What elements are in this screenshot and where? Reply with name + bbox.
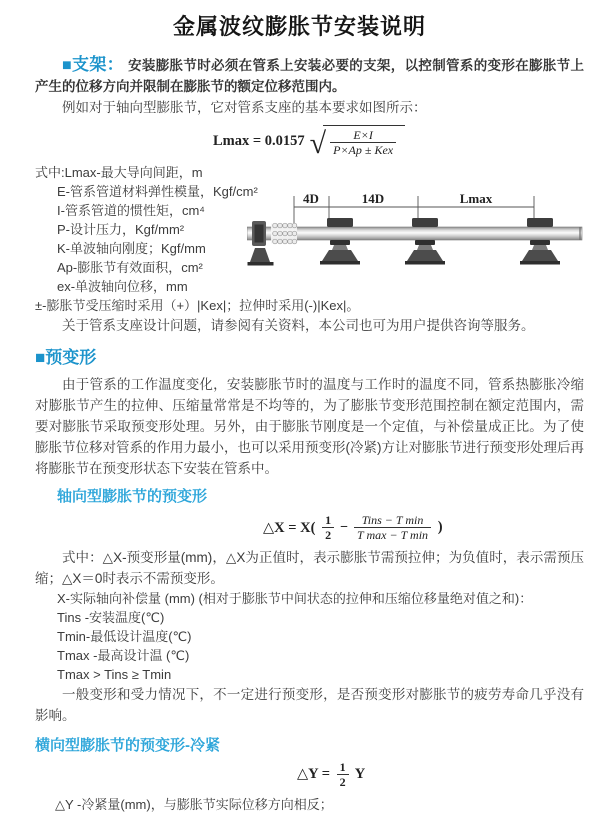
formula-lmax <box>213 125 405 161</box>
lateral-subsection-heading: 横向型膨胀节的预变形-冷紧 <box>35 736 220 754</box>
formula-deltay-rhs: Y <box>351 765 366 782</box>
predeform-section-heading <box>35 348 584 368</box>
formula-deltax-rhs: ) <box>434 519 443 536</box>
axial-def-x: X-实际轴向补偿量 (mm) (相对于膨胀节中间状态的拉伸和压缩位移量绝对值之和)： <box>57 590 533 606</box>
predeform-heading-label: 预变形 <box>45 347 97 367</box>
section-marker-icon: ■ <box>35 347 46 367</box>
minus-sign: − <box>340 519 349 535</box>
variable-list-and-diagram <box>35 163 584 315</box>
formula-deltax-row <box>263 513 584 543</box>
fraction-denominator: T max − T min <box>354 527 431 542</box>
support-note: 关于管系支座设计问题，请参阅有关资料，本公司也可为用户提供咨询等服务。 <box>62 317 535 333</box>
var-ap: Ap-膨胀节有效面积，cm² <box>57 259 203 275</box>
axial-subsection-heading: 轴向型膨胀节的预变形 <box>57 487 208 505</box>
pipe <box>247 227 582 240</box>
formula-deltay-lhs: △Y = <box>297 766 334 783</box>
formula-deltax <box>263 513 443 543</box>
formula-lmax-lhs: Lmax = 0.0157 <box>213 132 305 149</box>
where-line <box>35 163 584 182</box>
axial-def-tins: Tins -安装温度(℃) <box>57 609 165 625</box>
fraction-numerator: Tins − T min <box>361 512 424 527</box>
pipe-support-diagram <box>247 187 597 287</box>
support-intro-paragraph <box>35 54 584 97</box>
radical-sign-icon: √ <box>309 127 327 161</box>
fraction-numerator: E×I <box>353 128 373 142</box>
formula-deltax-lhs: △X = X( <box>263 519 320 536</box>
radicand <box>323 125 405 158</box>
fraction-denominator: 2 <box>322 527 334 542</box>
fraction-numerator: 1 <box>339 759 346 774</box>
var-p: P-设计压力，Kgf/mm² <box>57 221 185 237</box>
fraction <box>330 128 396 158</box>
var-ex: ex-单波轴向位移，mm <box>57 278 188 294</box>
fraction-denominator: 2 <box>337 774 349 789</box>
formula-deltay-row <box>297 760 584 790</box>
support-heading-label: 支架： <box>72 55 124 74</box>
bellows-icon <box>271 223 297 244</box>
dim-label-lmax: Lmax <box>459 190 493 206</box>
axial-def-tmin: Tmin-最低设计温度(℃) <box>57 628 192 644</box>
fraction-denominator: P×Ap ± Kex <box>330 142 396 157</box>
var-lmax: Lmax-最大导向间距，m <box>64 164 203 180</box>
var-plusminus: ±-膨胀节受压缩时采用（+）|Kex|；拉伸时采用(-)|Kex|。 <box>35 297 360 313</box>
support-section-heading <box>62 55 124 74</box>
section-marker-icon: ■ <box>62 57 72 74</box>
axial-where-paragraph: 式中：△X-预变形量(mm)，△X为正值时，表示膨胀节需预拉伸；为负值时，表示需预压缩；△X＝0时表示不需预变形。 <box>35 549 584 586</box>
formula-deltay <box>297 760 365 790</box>
fraction-temperature <box>354 513 431 543</box>
axial-def-relation: Tmax > Tins ≥ Tmin <box>57 666 172 682</box>
var-i: I-管系管道的惯性矩，cm⁴ <box>57 202 205 218</box>
guide-supports <box>320 218 560 265</box>
fraction-half <box>337 760 349 790</box>
lateral-note: △Y -冷紧量(mm)，与膨胀节实际位移方向相反； <box>55 797 333 813</box>
axial-def-tmax: Tmax -最高设计温 (℃) <box>57 647 190 663</box>
sqrt-radical <box>309 125 405 161</box>
dim-label-14d: 14D <box>361 190 385 206</box>
predeform-body: 由于管系的工作温度变化，安装膨胀节时的温度与工作时的温度不同，管系热膨胀冷缩对膨胀节产生的拉伸、压缩量常常是不均等的，为了膨胀节变形范围控制在额定范围内，需要对膨胀节采取预变形处理。另外，由于膨胀节刚度是一个定值，与补偿量成正比。为了使膨胀节位移对管系的作用力最小，也可以采用预变形(冷紧)方让对膨胀节进行预变形处理后再将膨胀节在预变形状态下安装在管系中。 <box>35 376 584 476</box>
formula-lmax-row <box>213 125 584 161</box>
var-k: K-单波轴向刚度；Kgf/mm <box>57 240 206 256</box>
dim-label-4d: 4D <box>303 190 319 206</box>
fraction-numerator: 1 <box>325 512 332 527</box>
axial-note: 一般变形和受力情况下，不一定进行预变形，是否预变形对膨胀节的疲劳寿命几乎没有影响。 <box>35 686 584 723</box>
where-label: 式中: <box>35 164 65 180</box>
fraction-half <box>322 513 334 543</box>
support-example-line: 例如对于轴向型膨胀节，它对管系支座的基本要求如图所示： <box>62 100 427 115</box>
page-title: 金属波纹膨胀节安装说明 <box>172 14 426 39</box>
var-e: E-管系管道材料弹性模量，Kgf/cm² <box>57 183 258 199</box>
support-intro-text: 安装膨胀节时必须在管系上安装必要的支架，以控制管系的变形在膨胀节上产生的位移方向并限制在膨胀节的额定位移范围内。 <box>35 58 584 94</box>
